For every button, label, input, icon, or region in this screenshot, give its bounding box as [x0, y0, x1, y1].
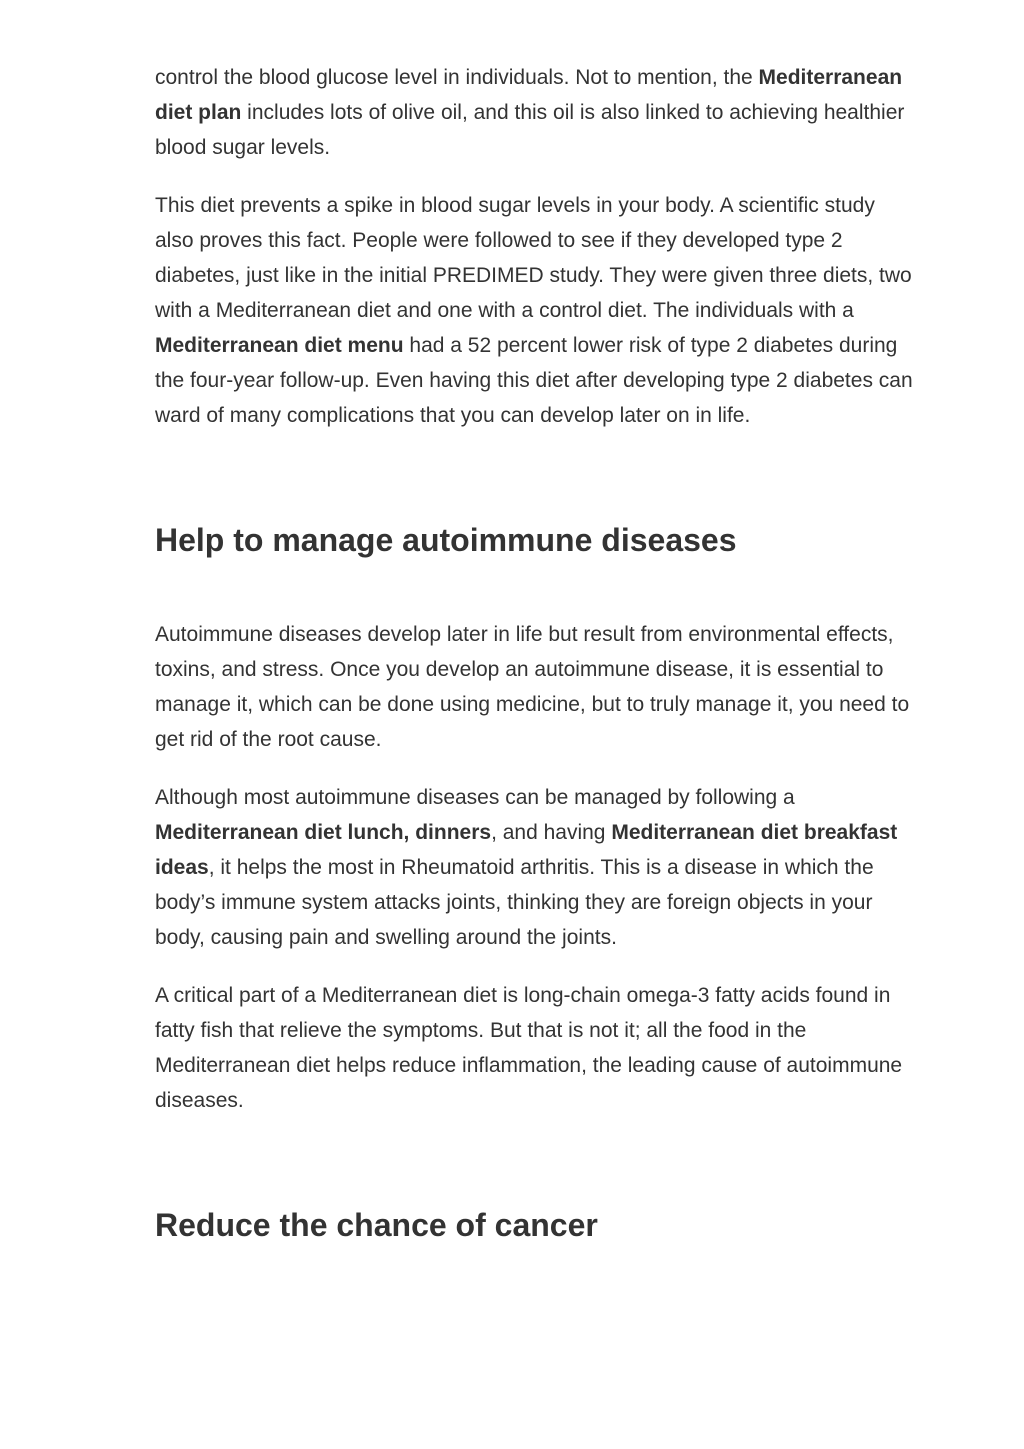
paragraph-rheumatoid	[155, 780, 915, 955]
paragraph-text: Although most autoimmune diseases can be managed by following a	[155, 786, 795, 809]
article-body	[155, 60, 915, 1245]
section-heading-cancer: Reduce the chance of cancer	[155, 1207, 598, 1243]
paragraph-text: This diet prevents a spike in blood sugar levels in your body. A scientific study also proves this fact. People were followed to see if they developed type 2 diabetes, just like in the initial PREDIMED study. They were given three diets, two with a Mediterranean diet and one with a control diet. The individuals with a	[155, 194, 912, 322]
paragraph-blood-glucose	[155, 60, 915, 165]
bold-keyword-lunch-dinners: Mediterranean diet lunch, dinners	[155, 821, 492, 844]
paragraph-autoimmune-intro: Autoimmune diseases develop later in life but result from environmental effects, toxins, and stress. Once you develop an autoimmune disease, it is essential to manage it, which can be done using medicine, but to truly manage it, you need to get rid of the root cause.	[155, 623, 910, 751]
bold-keyword-diet-plan: Mediterranean diet plan	[155, 66, 903, 124]
bold-keyword-breakfast-ideas: Mediterranean diet breakfast ideas	[155, 821, 898, 879]
paragraph-omega-3: A critical part of a Mediterranean diet is long-chain omega-3 fatty acids found in fatty fish that relieve the symptoms. But that is not it; all the food in the Mediterranean diet helps reduce inflammation, the leading cause of autoimmune diseases.	[155, 984, 903, 1112]
paragraph-text: control the blood glucose level in individuals. Not to mention, the	[155, 66, 759, 89]
paragraph-text: , and having	[491, 821, 612, 844]
paragraph-text: had a 52 percent lower risk of type 2 diabetes during the four-year follow-up. Even having this diet after developing type 2 diabetes can ward of many complications that you can develop later on in life.	[155, 334, 913, 427]
section-heading-autoimmune: Help to manage autoimmune diseases	[155, 522, 737, 558]
paragraph-text: , it helps the most in Rheumatoid arthritis. This is a disease in which the body’s immune system attacks joints, thinking they are foreign objects in your body, causing pain and swelling around the joints.	[155, 856, 874, 949]
bold-keyword-diet-menu: Mediterranean diet menu	[155, 334, 404, 357]
paragraph-text: includes lots of olive oil, and this oil is also linked to achieving healthier blood sugar levels.	[155, 101, 905, 159]
paragraph-study	[155, 188, 915, 433]
